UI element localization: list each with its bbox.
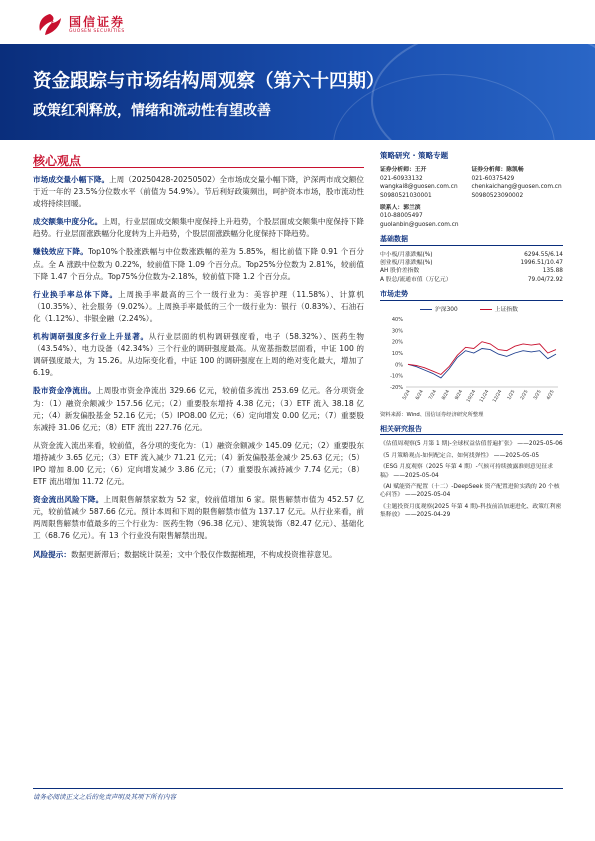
y-tick-label: 30% bbox=[391, 328, 403, 335]
x-tick-label: 6/24 bbox=[415, 389, 425, 402]
x-tick-label: 8/24 bbox=[441, 389, 452, 402]
series-line-hs300 bbox=[408, 349, 556, 378]
disclaimer-footer: 请务必阅读正文之后的免责声明及其项下所有内容 bbox=[33, 793, 176, 801]
core-view-paragraph bbox=[33, 289, 364, 325]
section-title: 核心观点 bbox=[33, 154, 82, 168]
core-views bbox=[33, 174, 364, 561]
basic-data-title: 基础数据 bbox=[380, 235, 563, 245]
x-tick-label: 2/25 bbox=[520, 389, 530, 402]
market-trend-title: 市场走势 bbox=[380, 290, 563, 300]
paragraph-lead: 风险提示： bbox=[33, 549, 71, 559]
paragraph-lead: 机构调研强度多行业上升显著。 bbox=[33, 332, 149, 342]
paragraph-text: 从资金流入流出来看，较前值，各分项的变化为：（1）融资余额减少 145.09 亿元；（2）重要股东增持减少 3.65 亿元；（3）ETF 流入减少 71.21 亿元；（4）新发偏股基金减少 25.63 亿元；（5）IPO 增加 8.00 亿元；（6）定向增发减少 3.86 亿元；（7）重要股东减持减少 7.74 亿元；（8）ETF 流出增加 11.72 亿元。 bbox=[33, 440, 364, 487]
basic-data-label: A 股总/流通市值（万亿元） bbox=[380, 276, 452, 283]
series-line-sz bbox=[408, 342, 556, 375]
related-report-item[interactable]: 《主题投资月度观察(2025 年第 4 期)-科技前沿加速进化、政策红利密集释放》 ——2025-04-29 bbox=[380, 503, 562, 519]
y-tick-label: 10% bbox=[391, 351, 403, 358]
paragraph-text: Top10%个股涨跌幅与中位数涨跌幅的差为 5.85%，相比前值下降 0.91 个百分点。全 A 涨跌中位数为 0.22%，较前值下降 1.09 个百分点。Top25%分位数为 2.81%，较前值下降 1.47 个百分点。Top75%分位数为-2.18%，较前值下降 1.2 个百分点。 bbox=[33, 247, 364, 281]
core-view-paragraph bbox=[33, 440, 364, 488]
related-report-item[interactable]: 《5 月策略观点-如何配定合、如何找弹性》 ——2025-05-05 bbox=[380, 452, 540, 459]
footer-divider bbox=[33, 788, 563, 789]
x-tick-label: 4/25 bbox=[546, 389, 556, 402]
basic-data-row bbox=[380, 259, 563, 267]
paragraph-text: 上周，行业层面成交额集中度保持上升趋势，个股层面成交额集中度保持下降趋势。行业层面涨跌幅分化度转为上升趋势，个股层面涨跌幅分化度保持下降趋势。 bbox=[33, 217, 365, 239]
analyst-email[interactable]: chenkaichang@guosen.com.cn bbox=[471, 184, 562, 191]
x-tick-label: 5/24 bbox=[402, 389, 412, 402]
analyst-email[interactable]: wangkai8@guosen.com.cn bbox=[380, 184, 458, 191]
report-subtitle: 政策红利释放，情绪和流动性有望改善 bbox=[33, 103, 271, 119]
y-tick-label: 0% bbox=[395, 362, 403, 369]
paragraph-lead: 资金流出风险下降。 bbox=[33, 495, 104, 505]
paragraph-lead: 行业换手率总体下降。 bbox=[33, 289, 118, 299]
brand-name-cn: 国信证券 bbox=[69, 15, 126, 29]
analyst-info bbox=[380, 166, 563, 200]
paragraph-lead: 成交额集中度分化。 bbox=[33, 217, 103, 227]
legend-sz: 上证指数 bbox=[480, 306, 518, 314]
paragraph-text: 从行业层面的机构调研强度看，电子（58.32%）、医药生物（43.54%）、电力设备（42.34%）三个行业的调研强度最高。从宽基指数层面看，中证 100 的调研强度最大，为 15.26。从边际变化看，中证 100 的调研强度在上周的绝对变化最大，增加了 6.19。 bbox=[33, 332, 365, 378]
basic-data-label: 中小板/月涨跌幅(%) bbox=[380, 251, 433, 258]
legend-hs300: 沪深300 bbox=[420, 306, 458, 314]
core-view-paragraph bbox=[33, 494, 364, 542]
core-view-paragraph bbox=[33, 385, 364, 433]
basic-data-table bbox=[380, 251, 563, 285]
basic-data-value: 79.04/72.92 bbox=[527, 276, 563, 283]
paragraph-lead: 赚钱效应下降。 bbox=[33, 247, 89, 257]
core-view-paragraph bbox=[33, 331, 364, 379]
main-column bbox=[33, 152, 364, 567]
analyst-1: 证券分析师：王开 021-60933132 wangkai8@guosen.com.cn S0980521030001 bbox=[380, 166, 472, 200]
report-title: 资金跟踪与市场结构周观察（第六十四期） bbox=[33, 71, 385, 92]
brand-name-en: GUOSEN SECURITIES bbox=[69, 29, 125, 34]
chart-legend bbox=[380, 306, 563, 314]
x-tick-label: 3/25 bbox=[533, 389, 543, 402]
sidebar bbox=[380, 152, 563, 523]
x-tick-label: 10/24 bbox=[466, 389, 478, 404]
related-reports-title: 相关研究报告 bbox=[380, 425, 563, 435]
x-tick-label: 11/24 bbox=[479, 389, 491, 404]
paragraph-text: 上周股市资金净流出 329.66 亿元，较前值多流出 253.69 亿元。各分项资金为：（1）融资余额减少 157.56 亿元；（2）重要股东增持 4.38 亿元；（3）ETF 流入 38.18 亿元；（4）新发偏股基金 52.16 亿元；（5）IPO8.00 亿元；（6）定向增发 0.00 亿元；（7）重要股东减持 31.06 亿元；（8）ETF 流出 227.76 亿元。 bbox=[33, 386, 365, 432]
x-tick-label: 1/25 bbox=[506, 389, 517, 402]
x-tick-label: 7/24 bbox=[428, 389, 438, 402]
brand-logo bbox=[36, 13, 125, 37]
paragraph-text: 上周（20250428-20250502）全市场成交量小幅下降，沪深两市成交额位于近一年的 23.5%分位数水平（前值为 54.9%）。节后利好政策频出，呵护资本市场，股市流动性或将持续回暖。 bbox=[33, 175, 364, 209]
contact-email[interactable]: guolanbin@guosen.com.cn bbox=[380, 221, 459, 228]
basic-data-row bbox=[380, 276, 563, 284]
paragraph-lead: 股市资金净流出。 bbox=[33, 386, 96, 396]
related-reports bbox=[380, 440, 563, 519]
analyst-2: 证券分析师：陈凯畅 021-60375429 chenkaichang@guosen.com.cn S0980523090002 bbox=[471, 167, 562, 199]
basic-data-label: 创业板/月涨跌幅(%) bbox=[380, 260, 433, 267]
core-view-paragraph bbox=[33, 549, 364, 561]
related-report-item[interactable]: 《ESG 月度观察（2025 年第 4 期）-气候可持续披露准则意见征求稿》 ——2025-05-04 bbox=[380, 464, 554, 479]
core-view-paragraph bbox=[33, 174, 364, 210]
core-view-paragraph bbox=[33, 216, 364, 240]
y-tick-label: 40% bbox=[391, 317, 403, 324]
basic-data-label: AH 股价差指数 bbox=[380, 268, 420, 275]
related-report-item[interactable]: 《AI 赋能资产配置（十二）-DeepSeek 资产配置进阶实践的 20 个核心问答》 ——2025-05-04 bbox=[380, 483, 560, 499]
basic-data-value: 135.88 bbox=[542, 268, 563, 275]
market-trend-chart bbox=[380, 315, 563, 407]
y-tick-label: -20% bbox=[390, 385, 403, 392]
contact-info: 联系人：郭兰滨 010-88005497 guolanbin@guosen.com.cn bbox=[380, 204, 563, 229]
paragraph-text: 数据更新滞后；数据统计误差；文中个股仅作数据梳理，不构成投资推荐意见。 bbox=[70, 549, 337, 559]
chart-source: 资料来源：Wind、国信证券经济研究所整理 bbox=[380, 411, 484, 418]
basic-data-row bbox=[380, 267, 563, 275]
basic-data-row bbox=[380, 251, 563, 259]
related-report-item[interactable]: 《估值周观察(5 月第 1 期)-全球权益估值普遍扩张》 ——2025-05-06 bbox=[380, 441, 563, 448]
core-view-paragraph bbox=[33, 246, 364, 282]
paragraph-text: 上周限售解禁家数为 52 家，较前值增加 6 家。限售解禁市值为 452.57 亿元，较前值减少 587.66 亿元。预计本周和下周的限售解禁市值为 137.17 亿元。从行业来看，前两周限售解禁市值最多的三个行业为：医药生物（96.38 亿元）、建筑装饰（82.47 亿元）、基础化工（68.76 亿元）。有 13 个行业没有限售解禁出现。 bbox=[33, 495, 365, 541]
paragraph-text: 上周换手率最高的三个一级行业为：美容护理（11.58%）、计算机（10.35%）、社会服务（9.02%）。上周换手率最低的三个一级行业为：银行（0.83%）、石油石化（1.12%）、非银金融（2.24%）。 bbox=[33, 289, 365, 323]
basic-data-value: 1996.51/10.47 bbox=[520, 260, 563, 267]
y-tick-label: -10% bbox=[390, 373, 403, 380]
report-type: 策略研究 · 策略专题 bbox=[380, 151, 449, 160]
x-tick-label: 9/24 bbox=[454, 389, 465, 402]
paragraph-lead: 市场成交量小幅下降。 bbox=[33, 175, 110, 184]
basic-data-value: 6294.55/6.14 bbox=[524, 251, 563, 258]
guosen-logo-icon bbox=[36, 13, 64, 37]
y-tick-label: 20% bbox=[391, 339, 403, 346]
x-tick-label: 12/24 bbox=[492, 389, 504, 404]
